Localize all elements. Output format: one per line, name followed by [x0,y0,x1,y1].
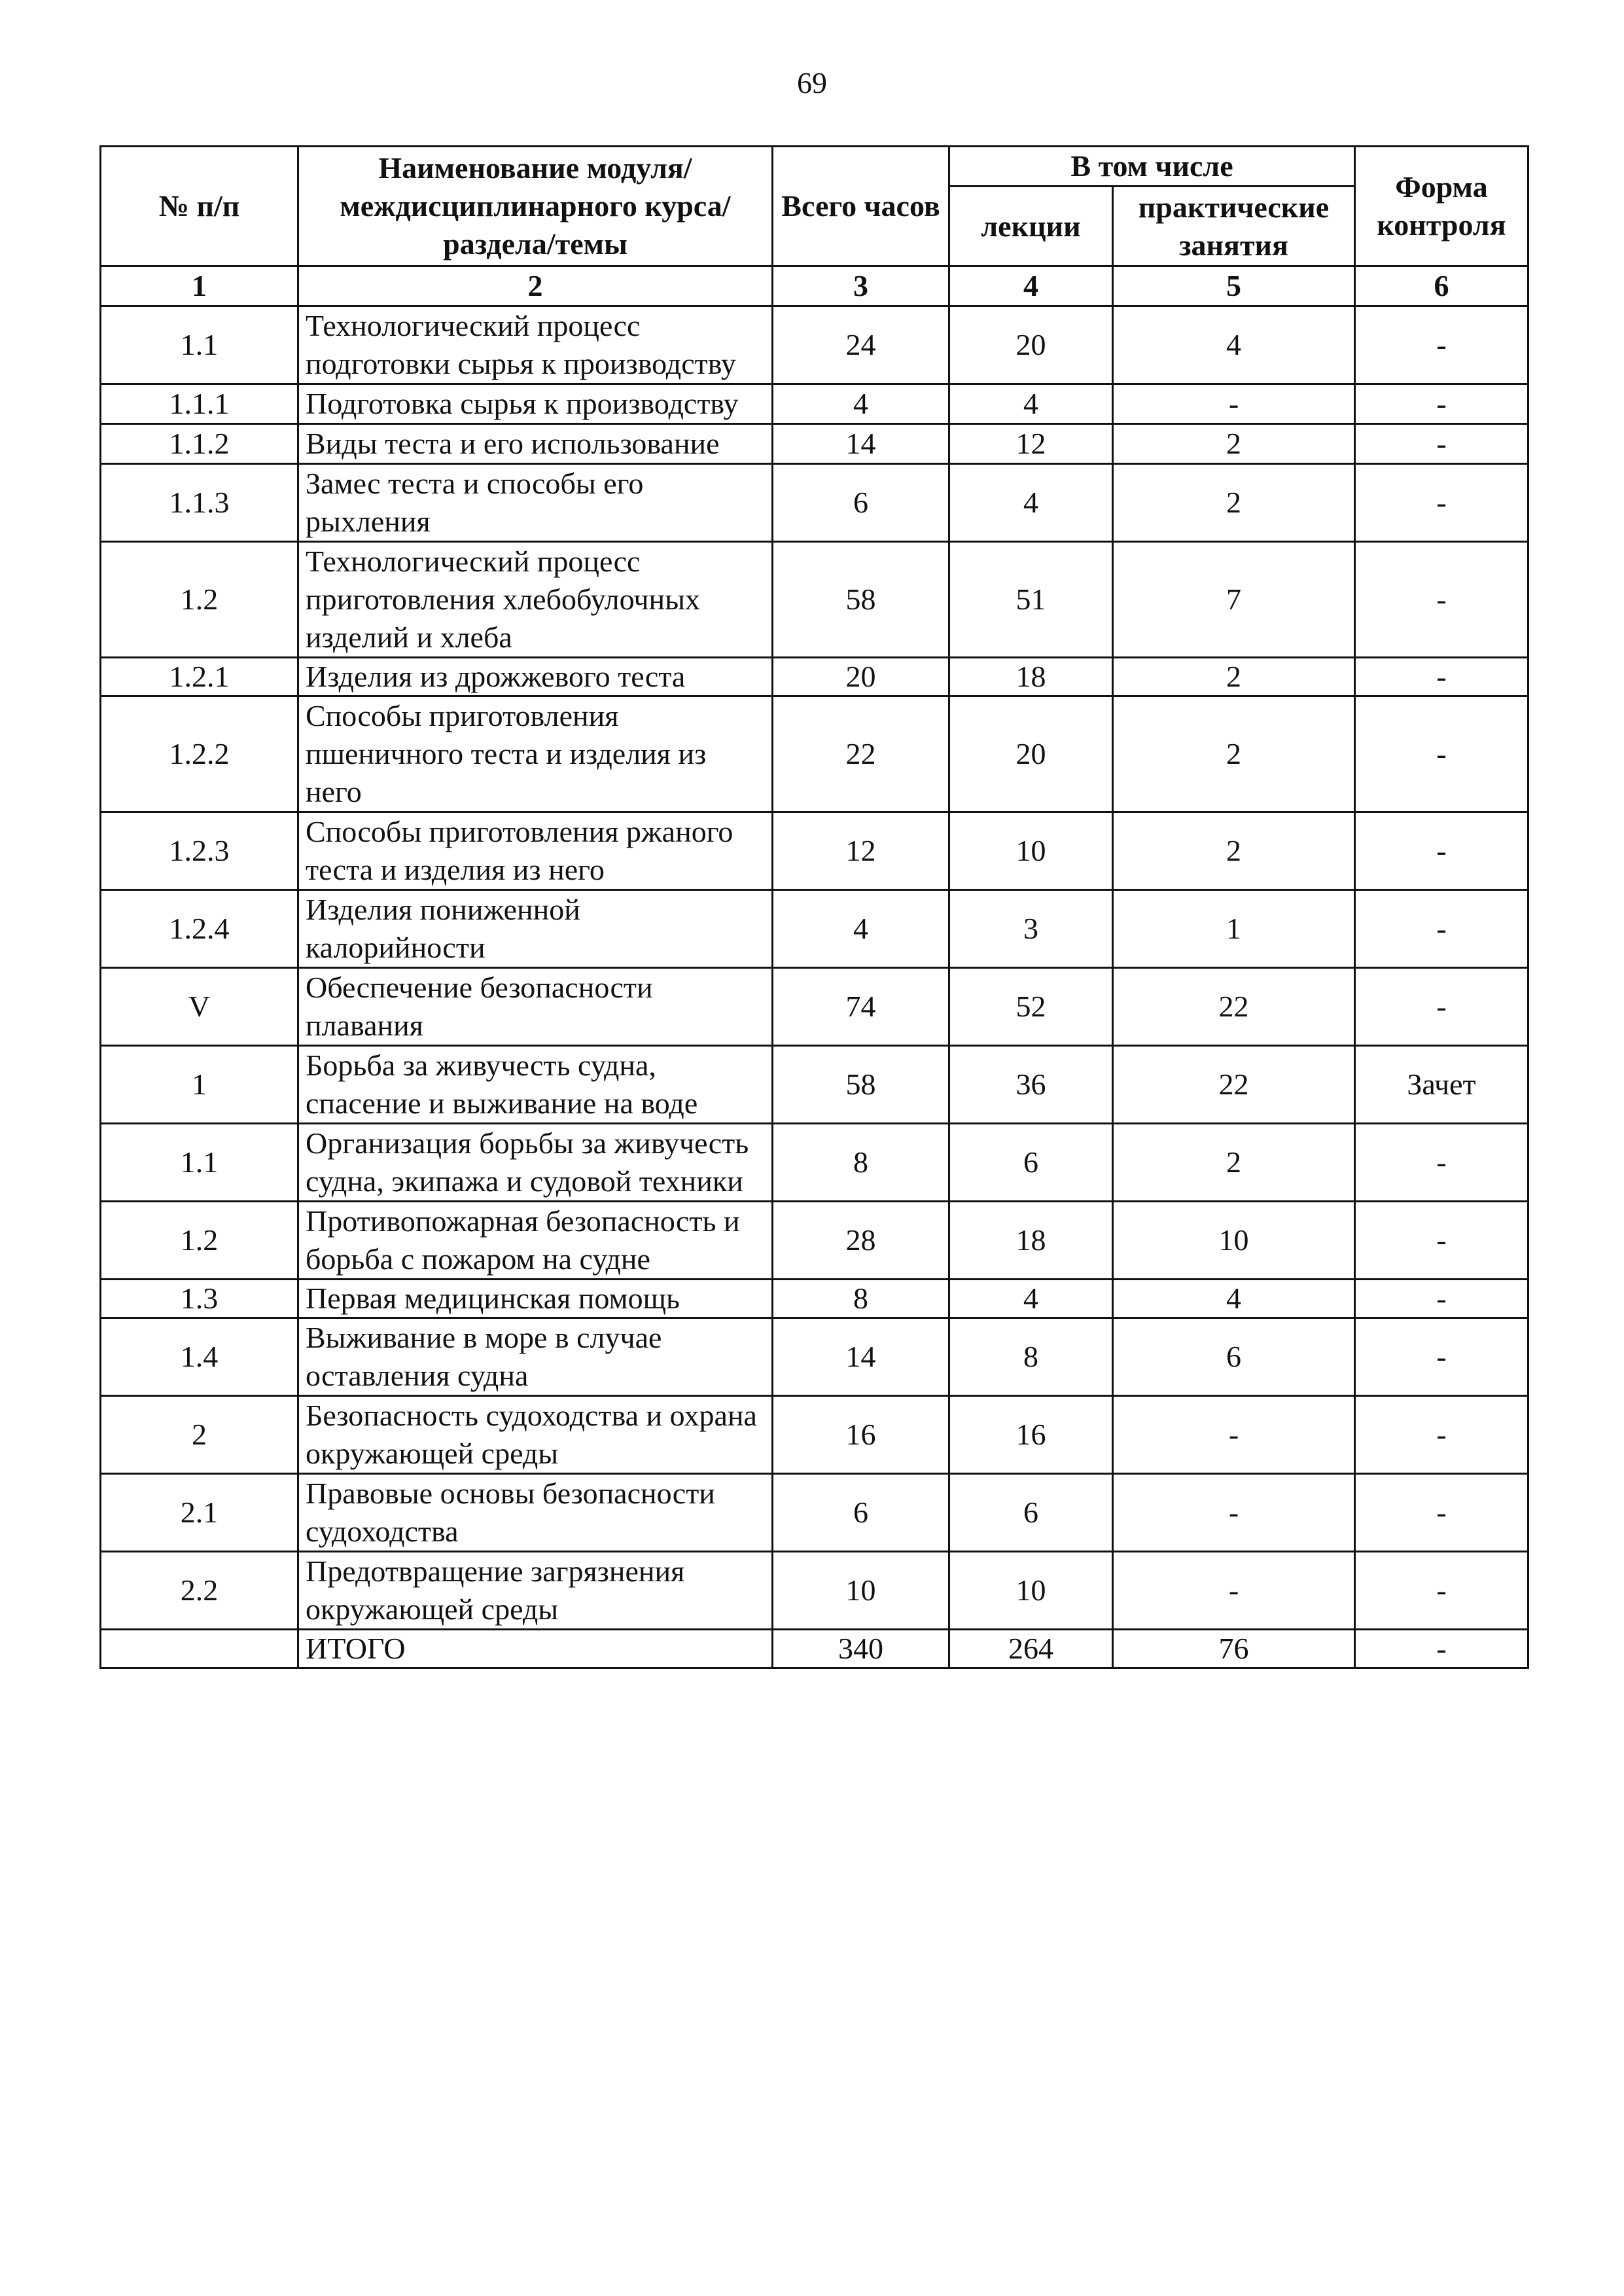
cell-total-hours: 22 [773,696,949,812]
cell-lectures: 4 [949,1280,1113,1318]
cell-total-hours: 6 [773,1474,949,1552]
cell-control: Зачет [1355,1046,1528,1124]
cell-name: Виды теста и его использование [298,424,773,464]
cell-total-hours: 14 [773,1318,949,1396]
cell-total-hours: 8 [773,1280,949,1318]
cell-practical: 10 [1113,1202,1355,1280]
cell-control: - [1355,1396,1528,1474]
cell-control: - [1355,542,1528,658]
table-row [101,464,1528,542]
cell-num: V [101,968,298,1046]
cell-num: 1.1 [101,1124,298,1202]
table-row [101,1280,1528,1318]
table-row [101,658,1528,696]
cell-num: 1.2 [101,542,298,658]
cell-num: 1.2.4 [101,890,298,968]
column-index-row [101,266,1528,306]
cell-lectures: 4 [949,384,1113,424]
cell-name: Замес теста и способы его рыхления [298,464,773,542]
column-index: 1 [101,266,298,306]
page-number: 69 [797,66,827,99]
cell-practical: 4 [1113,306,1355,384]
cell-num: 1.2 [101,1202,298,1280]
cell-lectures: 3 [949,890,1113,968]
header-including: В том числе [949,147,1355,187]
cell-lectures: 18 [949,1202,1113,1280]
cell-practical: 2 [1113,424,1355,464]
cell-num: 1 [101,1046,298,1124]
cell-practical: - [1113,384,1355,424]
cell-total-hours: 10 [773,1552,949,1630]
cell-total-hours: 74 [773,968,949,1046]
cell-practical: 22 [1113,1046,1355,1124]
cell-control: - [1355,890,1528,968]
cell-control: - [1355,658,1528,696]
cell-control: - [1355,384,1528,424]
cell-lectures: 8 [949,1318,1113,1396]
cell-practical: 76 [1113,1630,1355,1668]
cell-lectures: 20 [949,696,1113,812]
cell-name: Подготовка сырья к производству [298,384,773,424]
table-row [101,1046,1528,1124]
cell-practical: 1 [1113,890,1355,968]
cell-total-hours: 20 [773,658,949,696]
column-index: 6 [1355,266,1528,306]
cell-lectures: 12 [949,424,1113,464]
cell-total-hours: 58 [773,542,949,658]
cell-total-hours: 24 [773,306,949,384]
cell-name: Изделия из дрожжевого теста [298,658,773,696]
cell-name: ИТОГО [298,1630,773,1668]
cell-lectures: 51 [949,542,1113,658]
cell-control: - [1355,1280,1528,1318]
cell-name: Правовые основы безопасности судоходства [298,1474,773,1552]
cell-num: 1.1.3 [101,464,298,542]
cell-total-hours: 4 [773,890,949,968]
cell-lectures: 6 [949,1124,1113,1202]
cell-lectures: 16 [949,1396,1113,1474]
cell-name: Организация борьбы за живучесть судна, экипажа и судовой техники [298,1124,773,1202]
column-index: 2 [298,266,773,306]
table-row [101,890,1528,968]
cell-total-hours: 16 [773,1396,949,1474]
table-row [101,1474,1528,1552]
header-num: № п/п [101,147,298,266]
cell-name: Первая медицинская помощь [298,1280,773,1318]
cell-num: 1.1.1 [101,384,298,424]
table-row [101,542,1528,658]
cell-practical: 2 [1113,658,1355,696]
column-index: 4 [949,266,1113,306]
table-row [101,1630,1528,1668]
cell-control: - [1355,424,1528,464]
cell-num: 2 [101,1396,298,1474]
cell-practical: 6 [1113,1318,1355,1396]
cell-name: Способы приготовления пшеничного теста и изделия из него [298,696,773,812]
cell-name: Борьба за живучесть судна, спасение и выживание на воде [298,1046,773,1124]
cell-practical: - [1113,1396,1355,1474]
header-lectures: лекции [949,187,1113,266]
cell-control: - [1355,812,1528,890]
table-row [101,696,1528,812]
cell-total-hours: 14 [773,424,949,464]
cell-control: - [1355,1124,1528,1202]
table-row [101,424,1528,464]
cell-lectures: 6 [949,1474,1113,1552]
cell-num: 2.2 [101,1552,298,1630]
cell-name: Противопожарная безопасность и борьба с пожаром на судне [298,1202,773,1280]
cell-total-hours: 8 [773,1124,949,1202]
table-row [101,812,1528,890]
cell-total-hours: 4 [773,384,949,424]
table-row [101,384,1528,424]
cell-num: 1.1 [101,306,298,384]
cell-num: 1.2.3 [101,812,298,890]
table-row [101,1552,1528,1630]
table-row [101,1124,1528,1202]
cell-control: - [1355,1318,1528,1396]
table-row [101,1202,1528,1280]
cell-practical: 4 [1113,1280,1355,1318]
header-total: Всего часов [773,147,949,266]
cell-control: - [1355,464,1528,542]
cell-num: 2.1 [101,1474,298,1552]
header-name: Наименование модуля/междисциплинарного курса/раздела/темы [298,147,773,266]
cell-control: - [1355,1202,1528,1280]
curriculum-table [99,145,1529,1669]
cell-total-hours: 28 [773,1202,949,1280]
cell-lectures: 52 [949,968,1113,1046]
cell-lectures: 36 [949,1046,1113,1124]
cell-control: - [1355,968,1528,1046]
cell-lectures: 264 [949,1630,1113,1668]
cell-name: Выживание в море в случае оставления судна [298,1318,773,1396]
cell-total-hours: 12 [773,812,949,890]
table-row [101,1396,1528,1474]
cell-practical: - [1113,1552,1355,1630]
cell-num: 1.3 [101,1280,298,1318]
cell-practical: 2 [1113,812,1355,890]
cell-control: - [1355,1630,1528,1668]
table-body [101,306,1528,1668]
table-row [101,968,1528,1046]
cell-num: 1.1.2 [101,424,298,464]
cell-num: 1.4 [101,1318,298,1396]
cell-num: 1.2.2 [101,696,298,812]
cell-practical: 2 [1113,1124,1355,1202]
cell-name: Обеспечение безопасности плавания [298,968,773,1046]
cell-name: Изделия пониженной калорийности [298,890,773,968]
cell-name: Технологический процесс подготовки сырья к производству [298,306,773,384]
cell-lectures: 10 [949,1552,1113,1630]
cell-practical: - [1113,1474,1355,1552]
cell-practical: 2 [1113,464,1355,542]
cell-lectures: 20 [949,306,1113,384]
header-control: Форма контроля [1355,147,1528,266]
cell-name: Предотвращение загрязнения окружающей среды [298,1552,773,1630]
column-index: 3 [773,266,949,306]
table-row [101,1318,1528,1396]
column-index: 5 [1113,266,1355,306]
cell-num: 1.2.1 [101,658,298,696]
cell-total-hours: 6 [773,464,949,542]
cell-lectures: 4 [949,464,1113,542]
cell-name: Технологический процесс приготовления хлебобулочных изделий и хлеба [298,542,773,658]
cell-name: Способы приготовления ржаного теста и изделия из него [298,812,773,890]
cell-practical: 2 [1113,696,1355,812]
header-practical: практические занятия [1113,187,1355,266]
cell-total-hours: 58 [773,1046,949,1124]
cell-control: - [1355,1474,1528,1552]
cell-control: - [1355,306,1528,384]
cell-control: - [1355,696,1528,812]
cell-name: Безопасность судоходства и охрана окружающей среды [298,1396,773,1474]
cell-practical: 7 [1113,542,1355,658]
cell-practical: 22 [1113,968,1355,1046]
cell-num [101,1630,298,1668]
cell-control: - [1355,1552,1528,1630]
cell-lectures: 18 [949,658,1113,696]
cell-lectures: 10 [949,812,1113,890]
cell-total-hours: 340 [773,1630,949,1668]
table-row [101,306,1528,384]
